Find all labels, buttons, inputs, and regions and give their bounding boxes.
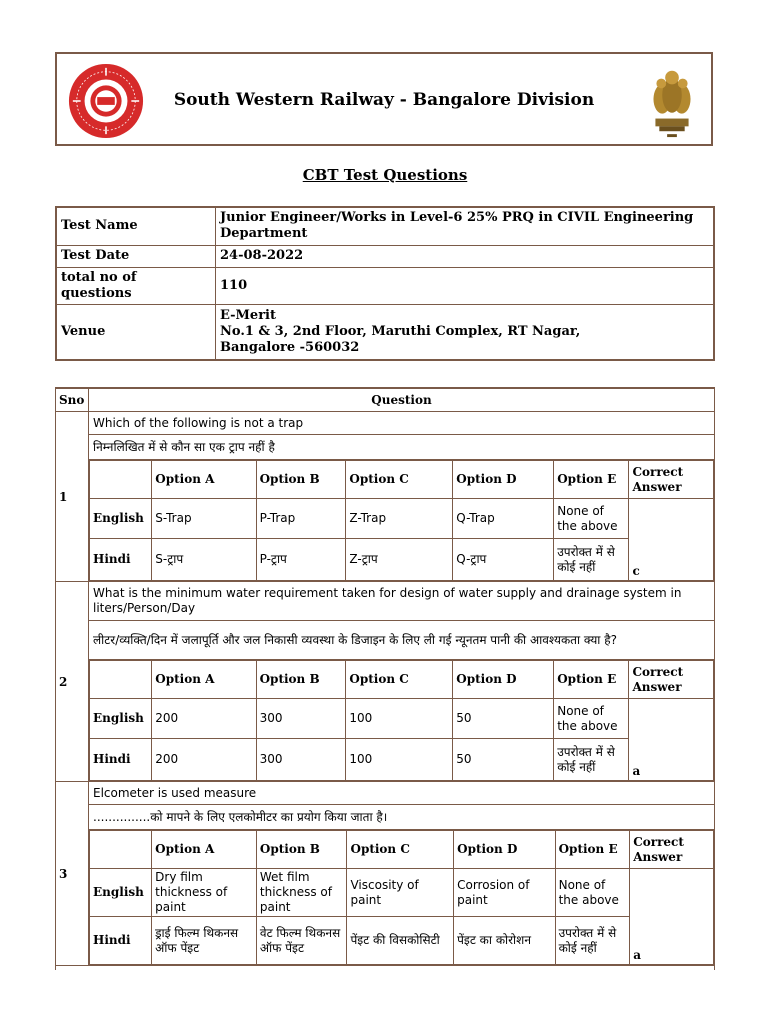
info-value-line: 110 <box>220 277 248 293</box>
option-english: Q-Trap <box>453 499 554 539</box>
info-value-line: Bangalore -560032 <box>220 339 360 355</box>
option-english: None of the above <box>555 869 630 917</box>
option-hindi: उपरोक्त में से कोई नहीं <box>555 917 630 965</box>
correct-answer: c <box>629 499 714 581</box>
option-english: 300 <box>256 699 346 739</box>
header-box <box>55 52 713 146</box>
option-hindi: 50 <box>453 739 554 781</box>
option-header: Option A <box>152 461 256 499</box>
lang-label-english: English <box>90 499 152 539</box>
option-header: Option B <box>256 461 346 499</box>
lang-label-hindi: Hindi <box>90 917 152 965</box>
option-header: Option C <box>346 461 453 499</box>
option-english: P-Trap <box>256 499 346 539</box>
question-row <box>56 621 715 660</box>
options-cell <box>89 460 715 582</box>
option-header: Option A <box>152 661 256 699</box>
option-hindi: 100 <box>346 739 453 781</box>
option-english: Corrosion of paint <box>454 869 555 917</box>
options-english-row <box>90 499 714 539</box>
question-header: Question <box>89 388 715 412</box>
option-hindi: पेंइट की विसकोसिटी <box>347 917 454 965</box>
options-hindi-row <box>90 917 714 965</box>
option-hindi: उपरोक्त में से कोई नहीं <box>554 539 629 581</box>
correct-answer: a <box>630 869 714 965</box>
question-row <box>56 582 715 621</box>
info-value <box>216 267 715 304</box>
option-hindi: P-ट्राप <box>256 539 346 581</box>
option-header: Option C <box>346 661 453 699</box>
option-english: None of the above <box>554 699 629 739</box>
correct-answer: a <box>629 699 714 781</box>
option-english: None of the above <box>554 499 629 539</box>
option-header: Option D <box>453 661 554 699</box>
option-header: Option B <box>256 661 346 699</box>
option-hindi: Q-ट्राप <box>453 539 554 581</box>
questions-header-row <box>56 388 715 412</box>
question-text-english: Elcometer is used measure <box>89 782 715 805</box>
option-english: 50 <box>453 699 554 739</box>
option-english: 200 <box>152 699 256 739</box>
table-continuation-left <box>55 960 56 970</box>
options-header-row <box>90 831 714 869</box>
info-value <box>216 207 715 245</box>
question-row <box>56 412 715 435</box>
option-hindi: उपरोक्त में से कोई नहीं <box>554 739 629 781</box>
option-hindi: पेंइट का कोरोशन <box>454 917 555 965</box>
question-number: 2 <box>56 582 89 782</box>
option-header: Option D <box>453 461 554 499</box>
options-table <box>89 660 714 781</box>
option-english: 100 <box>346 699 453 739</box>
question-number: 1 <box>56 412 89 582</box>
page-heading: CBT Test Questions <box>302 166 468 184</box>
option-hindi: S-ट्राप <box>152 539 256 581</box>
options-table <box>89 830 714 965</box>
options-header-row <box>90 661 714 699</box>
option-hindi: 300 <box>256 739 346 781</box>
option-english: Viscosity of paint <box>347 869 454 917</box>
question-row <box>56 782 715 805</box>
options-hindi-row <box>90 739 714 781</box>
question-text-hindi: ...............को मापने के लिए एलकोमीटर का प्रयोग किया जाता है। <box>89 805 715 830</box>
info-label: Test Date <box>56 245 216 267</box>
lang-label-hindi: Hindi <box>90 539 152 581</box>
option-header: Option E <box>554 461 629 499</box>
option-header: Option C <box>347 831 454 869</box>
options-hindi-row <box>90 539 714 581</box>
info-value-line: Department <box>220 226 308 242</box>
info-label: total no of questions <box>56 267 216 304</box>
question-text-hindi: लीटर/व्यक्ति/दिन में जलापूर्ति और जल निकासी व्यवस्था के डिजाइन के लिए ली गई न्यूनतम पानी की आवश्यकता क्या है? <box>89 621 715 660</box>
question-text-hindi: निम्नलिखित में से कौन सा एक ट्राप नहीं है <box>89 435 715 460</box>
option-header: Option E <box>554 661 629 699</box>
info-row-test-date <box>56 245 714 267</box>
info-value-line: Junior Engineer/Works in Level-6 25% PRQ in CIVIL Engineering <box>220 210 694 226</box>
options-corner <box>90 661 152 699</box>
info-row-venue <box>56 304 714 360</box>
options-english-row <box>90 869 714 917</box>
test-info-table <box>55 206 715 361</box>
option-hindi: 200 <box>152 739 256 781</box>
option-header: Correct Answer <box>629 661 714 699</box>
options-cell <box>89 660 715 782</box>
question-text-english: Which of the following is not a trap <box>89 412 715 435</box>
question-text-english: What is the minimum water requirement taken for design of water supply and drainage system in liters/Person/Day <box>89 582 715 621</box>
options-corner <box>90 831 152 869</box>
option-hindi: ड्राई फिल्म थिकनस ऑफ पेंइट <box>152 917 257 965</box>
questions-table <box>55 387 715 966</box>
info-value-line: No.1 & 3, 2nd Floor, Maruthi Complex, RT Nagar, <box>220 323 581 339</box>
info-label: Test Name <box>56 207 216 245</box>
info-value <box>216 304 715 360</box>
option-english: Z-Trap <box>346 499 453 539</box>
options-header-row <box>90 461 714 499</box>
option-header: Option D <box>454 831 555 869</box>
state-emblem-icon <box>647 62 697 140</box>
info-value-line: 24-08-2022 <box>220 248 304 263</box>
info-value-line: E-Merit <box>220 307 276 323</box>
sno-header: Sno <box>56 388 89 412</box>
lang-label-english: English <box>90 699 152 739</box>
org-title: South Western Railway - Bangalore Division <box>173 90 595 110</box>
options-english-row <box>90 699 714 739</box>
option-english: Wet film thickness of paint <box>256 869 347 917</box>
option-english: Dry film thickness of paint <box>152 869 257 917</box>
info-row-test-name <box>56 207 714 245</box>
options-table <box>89 460 714 581</box>
question-row <box>56 805 715 830</box>
options-cell <box>89 830 715 966</box>
table-continuation-right <box>714 960 715 970</box>
option-header: Option A <box>152 831 257 869</box>
option-header: Option B <box>256 831 347 869</box>
question-number: 3 <box>56 782 89 966</box>
info-row-total-questions <box>56 267 714 304</box>
option-header: Correct Answer <box>629 461 714 499</box>
info-label: Venue <box>56 304 216 360</box>
lang-label-english: English <box>90 869 152 917</box>
lang-label-hindi: Hindi <box>90 739 152 781</box>
option-hindi: Z-ट्राप <box>346 539 453 581</box>
question-row <box>56 435 715 460</box>
option-english: S-Trap <box>152 499 256 539</box>
option-header: Correct Answer <box>630 831 714 869</box>
options-corner <box>90 461 152 499</box>
option-header: Option E <box>555 831 630 869</box>
option-hindi: वेट फिल्म थिकनस ऑफ पेंइट <box>256 917 347 965</box>
info-value <box>216 245 715 267</box>
